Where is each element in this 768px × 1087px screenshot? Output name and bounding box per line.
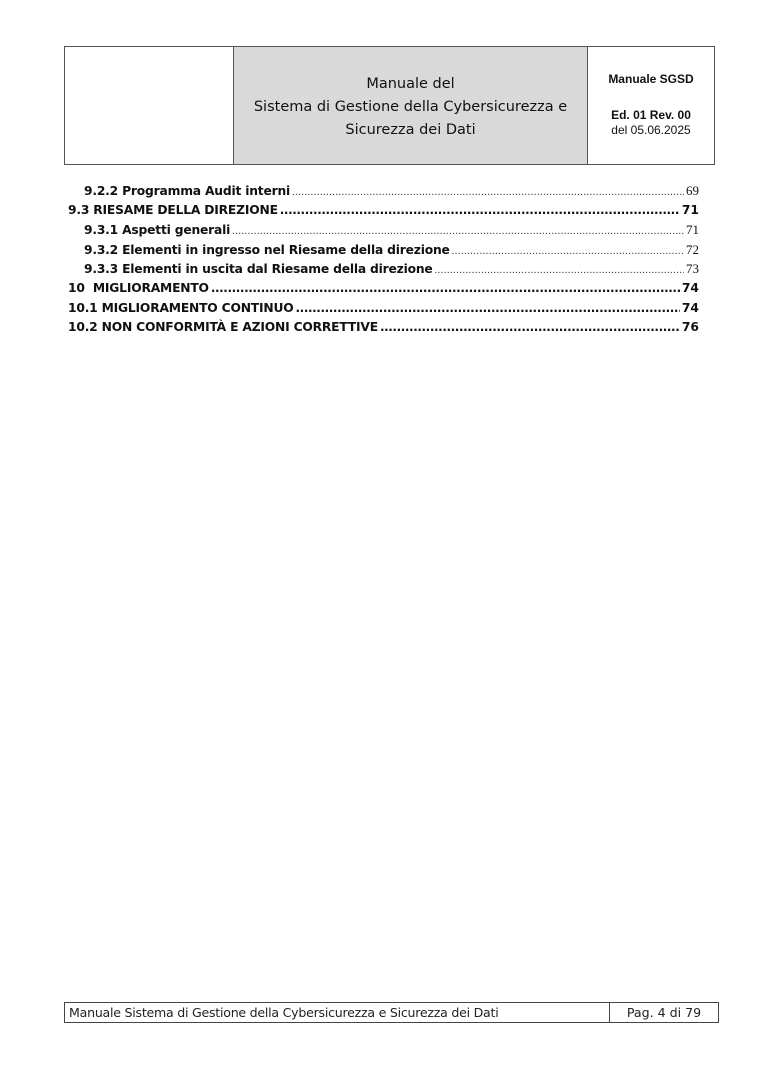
toc-entry-label: 9.3.2 Elementi in ingresso nel Riesame della direzione — [84, 242, 450, 257]
toc-entry-label: 10.1 MIGLIORAMENTO CONTINUO — [68, 300, 294, 315]
toc-entry-page: 74 — [681, 280, 699, 295]
page-header — [64, 46, 715, 165]
toc-entry[interactable] — [68, 320, 699, 340]
toc-entry[interactable] — [68, 301, 699, 321]
table-of-contents — [68, 183, 699, 340]
toc-entry-page: 76 — [681, 320, 699, 335]
toc-leader — [435, 265, 684, 276]
toc-entry-page: 74 — [681, 300, 699, 315]
header-title-line3: Sicurezza dei Dati — [345, 122, 476, 138]
toc-entry-label: 9.3.1 Aspetti generali — [84, 223, 231, 238]
toc-leader — [296, 301, 680, 315]
toc-entry-label: 9.3.3 Elementi in uscita dal Riesame della direzione — [84, 262, 433, 277]
toc-leader — [380, 320, 680, 334]
header-title-line2: Sistema di Gestione della Cybersicurezza e — [253, 99, 568, 115]
toc-entry[interactable] — [68, 222, 699, 242]
toc-entry[interactable] — [68, 261, 699, 281]
header-logo-cell — [65, 47, 234, 164]
toc-leader — [211, 281, 680, 295]
toc-entry[interactable] — [68, 281, 699, 301]
header-title-line1: Manuale del — [366, 76, 455, 92]
footer-page-number: Pag. 4 di 79 — [626, 1005, 702, 1020]
toc-entry-page: 72 — [686, 241, 699, 257]
page-footer — [64, 1002, 719, 1023]
header-title-cell — [234, 47, 588, 164]
toc-entry-page: 71 — [686, 222, 699, 238]
doc-date: del 05.06.2025 — [611, 123, 691, 137]
toc-entry[interactable] — [68, 203, 699, 223]
toc-entry-label: 10.2 NON CONFORMITÀ E AZIONI CORRETTIVE — [68, 320, 378, 335]
toc-entry-page: 69 — [686, 183, 699, 198]
toc-entry-label: 9.2.2 Programma Audit interni — [84, 184, 291, 198]
footer-title: Manuale Sistema di Gestione della Cybersicurezza e Sicurezza dei Dati — [65, 1003, 610, 1022]
toc-entry[interactable] — [68, 183, 699, 203]
header-meta-cell — [588, 47, 714, 164]
toc-entry-page: 71 — [681, 202, 699, 217]
toc-entry-label: 10 MIGLIORAMENTO — [68, 280, 209, 295]
toc-leader — [280, 203, 680, 217]
toc-entry[interactable] — [68, 242, 699, 262]
toc-leader — [292, 187, 684, 198]
doc-name: Manuale SGSD — [608, 72, 694, 86]
toc-leader — [232, 226, 684, 237]
toc-leader — [452, 246, 684, 257]
doc-edition: Ed. 01 Rev. 00 — [611, 108, 691, 122]
toc-entry-label: 9.3 RIESAME DELLA DIREZIONE — [68, 202, 278, 217]
toc-entry-page: 73 — [686, 261, 699, 277]
